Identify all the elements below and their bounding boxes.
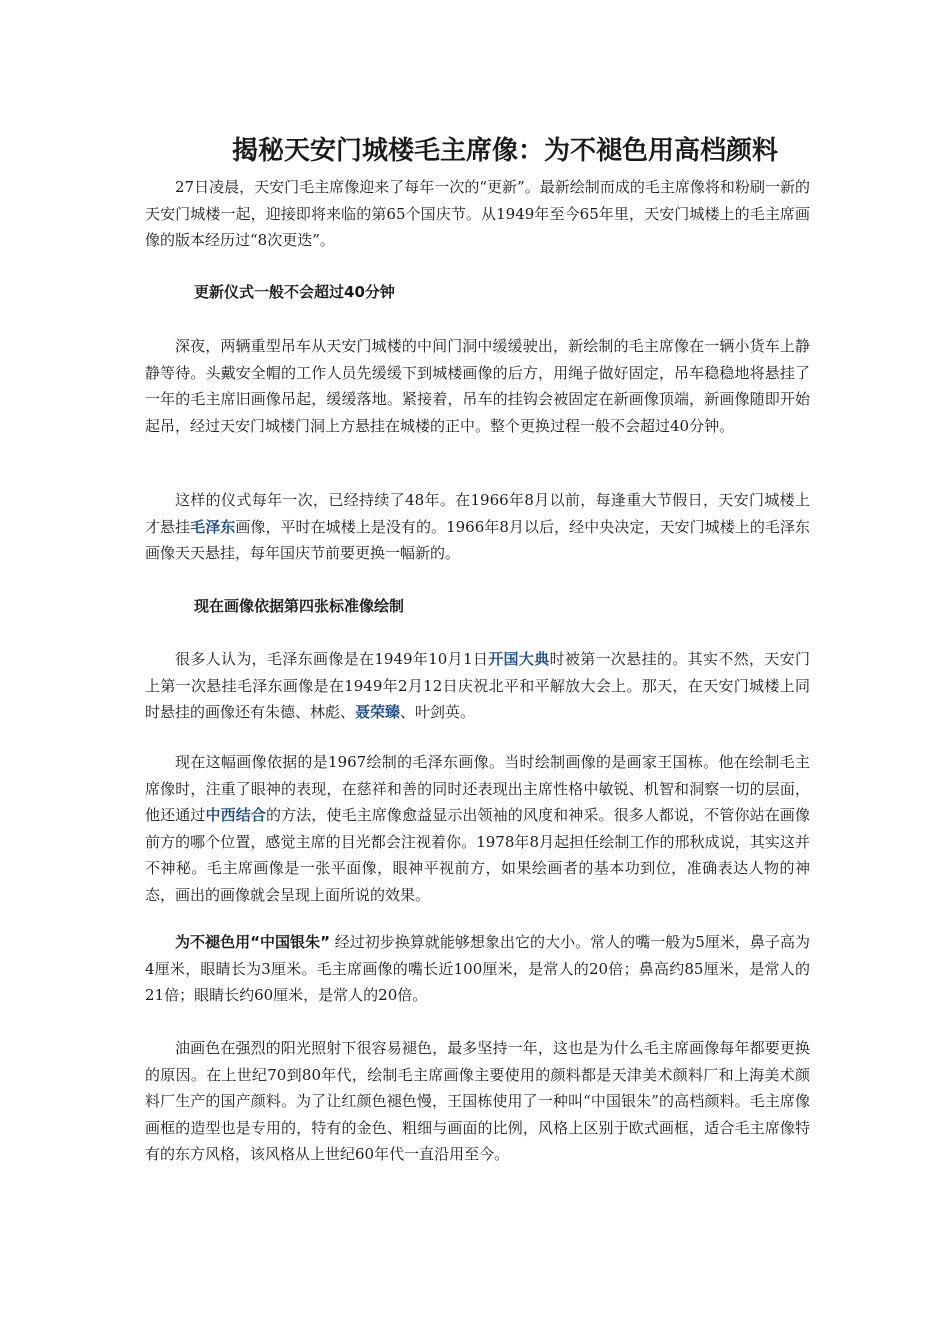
section-heading-standard-portrait: 现在画像依据第四张标准像绘制 bbox=[194, 597, 405, 615]
section-heading-ceremony: 更新仪式一般不会超过40分钟 bbox=[194, 283, 395, 301]
paragraph-size-text: 经过初步换算就能够想象出它的大小。常人的嘴一般为5厘米，鼻子高为4厘米，眼睛长为3厘米。毛主席画像的嘴长近100厘米，是常人的20倍；鼻高约85厘米，是常人的21倍；眼睛长约60厘米，是常人的20倍。 bbox=[145, 933, 810, 1004]
paragraph-first-hanging-part1: 很多人认为，毛泽东画像是在1949年10月1日 bbox=[175, 650, 489, 668]
paragraph-pigment bbox=[145, 1035, 810, 1168]
paragraph-history-text-after: 画像，平时在城楼上是没有的。1966年8月以后，经中央决定，天安门城楼上的毛泽东画像天天悬挂，每年国庆节前要更换一幅新的。 bbox=[145, 517, 810, 562]
link-founding-ceremony[interactable]: 开国大典 bbox=[488, 650, 550, 668]
paragraph-history bbox=[145, 487, 810, 567]
paragraph-ceremony bbox=[145, 333, 810, 439]
paragraph-size bbox=[145, 929, 810, 1009]
paragraph-pigment-text: 油画色在强烈的阳光照射下很容易褪色，最多坚持一年，这也是为什么毛主席画像每年都要更换的原因。在上世纪70到80年代，绘制毛主席画像主要使用的颜料都是天津美术颜料厂和上海美术颜料厂生产的国产颜料。为了让红颜色褪色慢，王国栋使用了一种叫“中国银朱”的高档颜料。毛主席像画框的造型也是专用的，特有的金色、粗细与画面的比例，风格上区别于欧式画框，适合毛主席像特有的东方风格，该风格从上世纪60年代一直沿用至今。 bbox=[145, 1039, 810, 1163]
paragraph-first-hanging bbox=[145, 646, 810, 726]
link-mao-zedong[interactable]: 毛泽东 bbox=[190, 517, 236, 536]
paragraph-painter-text-after: 的方法，使毛主席像愈益显示出领袖的风度和神采。很多人都说，不管你站在画像前方的哪个位置，感觉主席的目光都会注视着你。1978年8月起担任绘制工作的邢秋成说，其实这并不神秘。毛主席画像是一张平面像，眼神平视前方，如果绘画者的基本功到位，准确表达人物的神态，画出的画像就会呈现上面所说的效果。 bbox=[145, 806, 810, 904]
paragraph-ceremony-text: 深夜，两辆重型吊车从天安门城楼的中间门洞中缓缓驶出，新绘制的毛主席像在一辆小货车上静静等待。头戴安全帽的工作人员先缓缓下到城楼画像的后方，用绳子做好固定，吊车稳稳地将悬挂了一年的毛主席旧画像吊起，缓缓落地。紧接着，吊车的挂钩会被固定在新画像顶端，新画像随即开始起吊，经过天安门城楼门洞上方悬挂在城楼的正中。整个更换过程一般不会超过40分钟。 bbox=[145, 337, 810, 435]
paragraph-first-hanging-part2: 时被第一次悬挂的。其实不然，天安门上第一次悬挂毛泽东画像是在1949年2月12日庆祝北平和平解放大会上。那天，在天安门城楼上同时悬挂的画像还有朱德、林彪、 bbox=[145, 650, 810, 721]
paragraph-painter-text-before: 现在这幅画像依据的是1967绘制的毛泽东画像。当时绘制画像的是画家王国栋。他在绘制毛主席像时，注重了眼神的表现，在慈祥和善的同时还表现出主席性格中敏锐、机智和洞察一切的层面，他还通过 bbox=[145, 753, 810, 824]
link-chinese-western-combination[interactable]: 中西结合 bbox=[205, 806, 266, 824]
paragraph-history-text-before: 这样的仪式每年一次，已经持续了48年。在1966年8月以前，每逢重大节假日，天安门城楼上才悬挂 bbox=[145, 491, 810, 536]
paragraph-painter bbox=[145, 749, 810, 908]
paragraph-intro bbox=[145, 174, 810, 254]
paragraph-intro-text: 27日凌晨，天安门毛主席像迎来了每年一次的“更新”。最新绘制而成的毛主席像将和粉刷一新的天安门城楼一起，迎接即将来临的第65个国庆节。从1949年至今65年里，天安门城楼上的毛主席画像的版本经历过“8次更迭”。 bbox=[145, 178, 810, 249]
article-title: 揭秘天安门城楼毛主席像：为不褪色用高档颜料 bbox=[232, 136, 779, 166]
paragraph-first-hanging-part3: 、叶剑英。 bbox=[400, 703, 476, 721]
paragraph-size-lead: 为不褪色用“中国银朱” bbox=[175, 933, 330, 951]
link-nie-rongzhen[interactable]: 聂荣臻 bbox=[355, 703, 401, 721]
